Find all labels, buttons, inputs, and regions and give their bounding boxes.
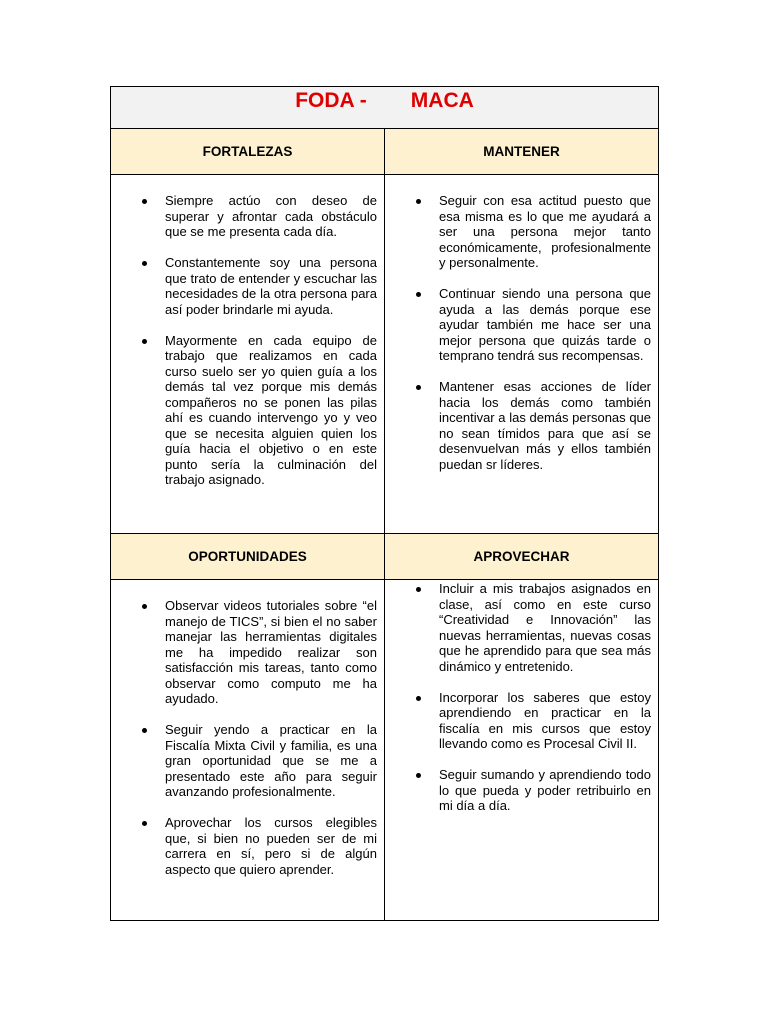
heading-oportunidades: OPORTUNIDADES (111, 534, 385, 580)
list-item (439, 193, 651, 271)
list-item-text: Seguir sumando y aprendiendo todo lo que pueda y poder retribuirlo en mi día a día. (439, 767, 652, 813)
mantener-list (385, 193, 658, 472)
list-item (165, 722, 377, 800)
list-item (439, 690, 651, 752)
oportunidades-cell (111, 580, 385, 921)
list-item-text: Aprovechar los cursos elegibles que, si bien no pueden ser de mi carrera en sí, pero si de algún aspecto que quiero aprender. (165, 815, 377, 877)
bullet-icon (416, 696, 421, 701)
list-item (165, 193, 377, 240)
oportunidades-list (111, 598, 384, 877)
list-item (439, 581, 651, 674)
fortalezas-list (111, 193, 384, 488)
bullet-icon (416, 773, 421, 778)
bullet-icon (416, 587, 421, 592)
list-item-text: Observar videos tutoriales sobre “el manejo de TICS”, si bien el no saber manejar las herramientas digitales me ha impedido realizar son satisfacción mis tareas, tanto como observar como computo me ha ayudado. (165, 598, 377, 706)
aprovechar-cell (385, 580, 659, 921)
bullet-icon (142, 821, 147, 826)
list-item-text: Seguir con esa actitud puesto que esa misma es lo que me ayudará a ser una persona mejor tanto económicamente, profesionalmente y personalmente. (439, 193, 652, 270)
bullet-icon (142, 261, 147, 266)
list-item-text: Siempre actúo con deseo de superar y afrontar cada obstáculo que se me presenta cada día. (165, 193, 377, 239)
heading-mantener: MANTENER (385, 129, 659, 175)
bullet-icon (416, 385, 421, 390)
bullet-icon (142, 339, 147, 344)
fortalezas-cell (111, 175, 385, 534)
list-item (439, 767, 651, 814)
title-cell (111, 87, 659, 129)
content-row-2 (111, 580, 659, 921)
list-item-text: Mantener esas acciones de líder hacia los demás como también incentivar a las demás personas que no sean tímidos para que así se desenvuelvan más y ellos también puedan sr líderes. (439, 379, 652, 472)
mantener-cell (385, 175, 659, 534)
list-item-text: Seguir yendo a practicar en la Fiscalía Mixta Civil y familia, es una gran oportunidad que se me a presentado este año para seguir avanzando profesionalmente. (165, 722, 377, 799)
title-row (111, 87, 659, 129)
list-item (165, 598, 377, 707)
bullet-icon (416, 199, 421, 204)
list-item-text: Continuar siendo una persona que ayuda a las demás porque ese ayudar también me hace ser una mejor persona que quizás tarde o temprano tendrá sus recompensas. (439, 286, 652, 363)
foda-table (110, 86, 659, 921)
bullet-icon (142, 604, 147, 609)
bullet-icon (142, 199, 147, 204)
list-item (165, 815, 377, 877)
aprovechar-list (385, 581, 658, 814)
header-row-2 (111, 534, 659, 580)
list-item-text: Constantemente soy una persona que trato de entender y escuchar las necesidades de la otra persona para así poder brindarle mi ayuda. (165, 255, 377, 317)
list-item (439, 286, 651, 364)
heading-fortalezas: FORTALEZAS (111, 129, 385, 175)
list-item-text: Incluir a mis trabajos asignados en clase, así como en este curso “Creatividad e Innovación” las nuevas herramientas, nuevas cosas que he aprendido para que sea más dinámico y entretenido. (439, 581, 652, 674)
list-item (165, 255, 377, 317)
bullet-icon (416, 292, 421, 297)
bullet-icon (142, 728, 147, 733)
list-item-text: Mayormente en cada equipo de trabajo que realizamos en cada curso suelo ser yo quien guía a los demás tal vez porque mis demás compañeros no se ponen las pilas ahí es cuando intervengo yo y veo que se necesita alguien quien los guía hacia el objetivo o en este punto sería la culminación del trabajo asignado. (165, 332, 377, 487)
header-row-1 (111, 129, 659, 175)
content-row-1 (111, 175, 659, 534)
title-foda: FODA - (295, 89, 367, 112)
list-item (165, 333, 377, 488)
title-maca: MACA (410, 89, 474, 112)
list-item-text: Incorporar los saberes que estoy aprendiendo en practicar en la fiscalía en mis cursos que estoy llevando como es Procesal Civil II. (439, 689, 652, 751)
heading-aprovechar: APROVECHAR (385, 534, 659, 580)
list-item (439, 379, 651, 472)
